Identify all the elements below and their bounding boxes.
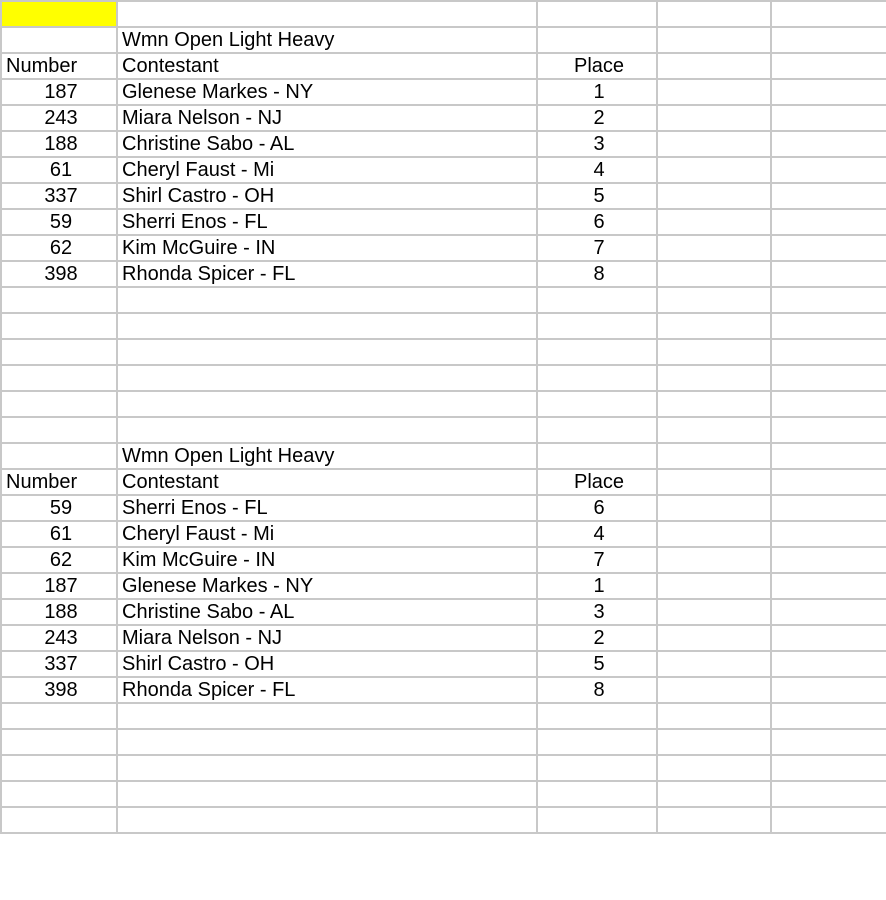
empty-cell[interactable] [657,755,771,781]
empty-cell[interactable] [771,157,886,183]
empty-cell[interactable] [1,287,117,313]
contestant-cell[interactable]: Cheryl Faust - Mi [117,157,537,183]
empty-cell[interactable] [657,313,771,339]
empty-cell[interactable] [1,313,117,339]
table-row [1,105,886,131]
number-cell[interactable]: 337 [1,651,117,677]
empty-cell[interactable] [117,287,537,313]
empty-cell[interactable] [537,781,657,807]
number-cell[interactable]: 337 [1,183,117,209]
place-cell[interactable]: 1 [537,573,657,599]
empty-cell[interactable] [657,729,771,755]
empty-cell[interactable] [771,287,886,313]
empty-cell[interactable] [537,27,657,53]
contestant-cell[interactable]: Shirl Castro - OH [117,651,537,677]
place-cell[interactable]: 6 [537,495,657,521]
number-cell[interactable]: 188 [1,131,117,157]
number-cell[interactable]: 187 [1,79,117,105]
number-cell[interactable]: 61 [1,157,117,183]
contestant-cell[interactable]: Kim McGuire - IN [117,235,537,261]
empty-cell[interactable] [1,339,117,365]
number-cell[interactable]: 243 [1,105,117,131]
empty-cell[interactable] [657,53,771,79]
empty-cell[interactable] [537,391,657,417]
table-row [1,235,886,261]
place-cell[interactable]: 3 [537,599,657,625]
empty-cell[interactable] [117,339,537,365]
contestant-cell[interactable]: Christine Sabo - AL [117,599,537,625]
empty-cell[interactable] [537,729,657,755]
empty-cell[interactable] [657,183,771,209]
empty-cell[interactable] [771,339,886,365]
contestant-cell[interactable]: Glenese Markes - NY [117,79,537,105]
contestant-cell[interactable]: Cheryl Faust - Mi [117,521,537,547]
empty-cell[interactable] [657,547,771,573]
empty-row [1,703,886,729]
number-cell[interactable]: 59 [1,209,117,235]
empty-cell[interactable] [537,443,657,469]
empty-cell[interactable] [657,287,771,313]
number-header[interactable]: Number [1,469,117,495]
place-cell[interactable]: 2 [537,105,657,131]
contestant-cell[interactable]: Miara Nelson - NJ [117,105,537,131]
contestant-cell[interactable]: Rhonda Spicer - FL [117,261,537,287]
place-cell[interactable]: 5 [537,183,657,209]
place-cell[interactable]: 7 [537,235,657,261]
empty-cell[interactable] [1,781,117,807]
empty-cell[interactable] [771,365,886,391]
empty-cell[interactable] [537,287,657,313]
empty-cell[interactable] [771,755,886,781]
table-row [1,521,886,547]
table-row [1,79,886,105]
empty-cell[interactable] [657,573,771,599]
empty-cell[interactable] [657,495,771,521]
empty-cell[interactable] [1,807,117,833]
empty-cell[interactable] [771,417,886,443]
empty-cell[interactable] [657,443,771,469]
empty-cell[interactable] [771,521,886,547]
empty-cell[interactable] [657,27,771,53]
empty-cell[interactable] [771,27,886,53]
table-row [1,547,886,573]
empty-cell[interactable] [771,183,886,209]
empty-cell[interactable] [771,625,886,651]
empty-cell[interactable] [657,261,771,287]
contestant-cell[interactable]: Kim McGuire - IN [117,547,537,573]
empty-cell[interactable] [771,443,886,469]
empty-cell[interactable] [117,729,537,755]
place-header[interactable]: Place [537,469,657,495]
empty-cell[interactable] [771,599,886,625]
table-row [1,573,886,599]
empty-cell[interactable] [1,443,117,469]
number-cell[interactable]: 188 [1,599,117,625]
number-header[interactable]: Number [1,53,117,79]
table-row [1,625,886,651]
place-cell[interactable]: 4 [537,521,657,547]
place-cell[interactable]: 6 [537,209,657,235]
empty-cell[interactable] [771,703,886,729]
empty-cell[interactable] [117,365,537,391]
empty-cell[interactable] [537,339,657,365]
empty-cell[interactable] [771,677,886,703]
empty-cell[interactable] [657,131,771,157]
empty-cell[interactable] [771,313,886,339]
empty-cell[interactable] [657,339,771,365]
place-cell[interactable]: 5 [537,651,657,677]
empty-cell[interactable] [771,79,886,105]
place-cell[interactable]: 8 [537,677,657,703]
empty-cell[interactable] [117,755,537,781]
contestant-cell[interactable]: Shirl Castro - OH [117,183,537,209]
empty-cell[interactable] [117,417,537,443]
contestant-cell[interactable]: Miara Nelson - NJ [117,625,537,651]
section-title[interactable]: Wmn Open Light Heavy [117,27,537,53]
table-row [1,495,886,521]
empty-cell[interactable] [771,781,886,807]
empty-cell[interactable] [771,105,886,131]
place-cell[interactable]: 1 [537,79,657,105]
empty-row [1,365,886,391]
empty-cell[interactable] [771,53,886,79]
empty-cell[interactable] [657,1,771,27]
table-row [1,261,886,287]
number-cell[interactable]: 243 [1,625,117,651]
empty-cell[interactable] [771,573,886,599]
empty-cell[interactable] [1,755,117,781]
table-row [1,157,886,183]
empty-cell[interactable] [771,391,886,417]
empty-cell[interactable] [657,625,771,651]
empty-row [1,417,886,443]
empty-cell[interactable] [771,261,886,287]
empty-cell[interactable] [537,417,657,443]
empty-cell[interactable] [657,703,771,729]
empty-cell[interactable] [657,391,771,417]
table-row [1,677,886,703]
empty-row [1,755,886,781]
empty-cell[interactable] [537,755,657,781]
empty-cell[interactable] [537,1,657,27]
highlighted-cell[interactable] [1,1,117,27]
contestant-cell[interactable]: Sherri Enos - FL [117,495,537,521]
empty-cell[interactable] [537,807,657,833]
place-cell[interactable]: 2 [537,625,657,651]
empty-cell[interactable] [1,729,117,755]
empty-cell[interactable] [657,599,771,625]
table-row [1,651,886,677]
empty-cell[interactable] [771,131,886,157]
empty-cell[interactable] [657,677,771,703]
empty-cell[interactable] [657,807,771,833]
empty-cell[interactable] [1,365,117,391]
contestant-header[interactable]: Contestant [117,53,537,79]
empty-cell[interactable] [657,521,771,547]
header-row [1,53,886,79]
table-row [1,599,886,625]
empty-cell[interactable] [657,79,771,105]
empty-cell[interactable] [117,781,537,807]
empty-cell[interactable] [117,703,537,729]
contestant-cell[interactable]: Christine Sabo - AL [117,131,537,157]
number-cell[interactable]: 62 [1,547,117,573]
number-cell[interactable]: 62 [1,235,117,261]
contestant-cell[interactable]: Glenese Markes - NY [117,573,537,599]
empty-cell[interactable] [117,1,537,27]
empty-cell[interactable] [657,105,771,131]
table-row [1,183,886,209]
place-cell[interactable]: 3 [537,131,657,157]
place-header[interactable]: Place [537,53,657,79]
empty-cell[interactable] [117,391,537,417]
empty-cell[interactable] [771,1,886,27]
empty-row [1,729,886,755]
empty-cell[interactable] [657,365,771,391]
place-cell[interactable]: 8 [537,261,657,287]
contestant-cell[interactable]: Rhonda Spicer - FL [117,677,537,703]
header-row [1,469,886,495]
empty-cell[interactable] [1,703,117,729]
empty-row [1,781,886,807]
empty-cell[interactable] [537,313,657,339]
empty-cell[interactable] [657,157,771,183]
section-title[interactable]: Wmn Open Light Heavy [117,443,537,469]
table-row [1,209,886,235]
number-cell[interactable]: 61 [1,521,117,547]
contestant-cell[interactable]: Sherri Enos - FL [117,209,537,235]
empty-cell[interactable] [657,209,771,235]
empty-cell[interactable] [1,391,117,417]
empty-cell[interactable] [771,807,886,833]
empty-cell[interactable] [771,209,886,235]
empty-cell[interactable] [771,235,886,261]
empty-cell[interactable] [1,27,117,53]
place-cell[interactable]: 7 [537,547,657,573]
number-cell[interactable]: 398 [1,677,117,703]
empty-cell[interactable] [771,729,886,755]
section-title-row [1,27,886,53]
empty-cell[interactable] [657,651,771,677]
empty-row [1,339,886,365]
empty-cell[interactable] [537,703,657,729]
number-cell[interactable]: 59 [1,495,117,521]
empty-row [1,313,886,339]
empty-cell[interactable] [657,417,771,443]
section-title-row [1,443,886,469]
contestant-header[interactable]: Contestant [117,469,537,495]
empty-cell[interactable] [117,807,537,833]
empty-cell[interactable] [771,495,886,521]
sheet-row [1,1,886,27]
empty-cell[interactable] [537,365,657,391]
number-cell[interactable]: 187 [1,573,117,599]
empty-row [1,287,886,313]
empty-cell[interactable] [657,235,771,261]
empty-cell[interactable] [771,469,886,495]
number-cell[interactable]: 398 [1,261,117,287]
empty-row [1,391,886,417]
empty-cell[interactable] [771,547,886,573]
empty-cell[interactable] [771,651,886,677]
empty-cell[interactable] [657,781,771,807]
empty-cell[interactable] [1,417,117,443]
table-row [1,131,886,157]
place-cell[interactable]: 4 [537,157,657,183]
empty-row [1,807,886,833]
empty-cell[interactable] [657,469,771,495]
empty-cell[interactable] [117,313,537,339]
